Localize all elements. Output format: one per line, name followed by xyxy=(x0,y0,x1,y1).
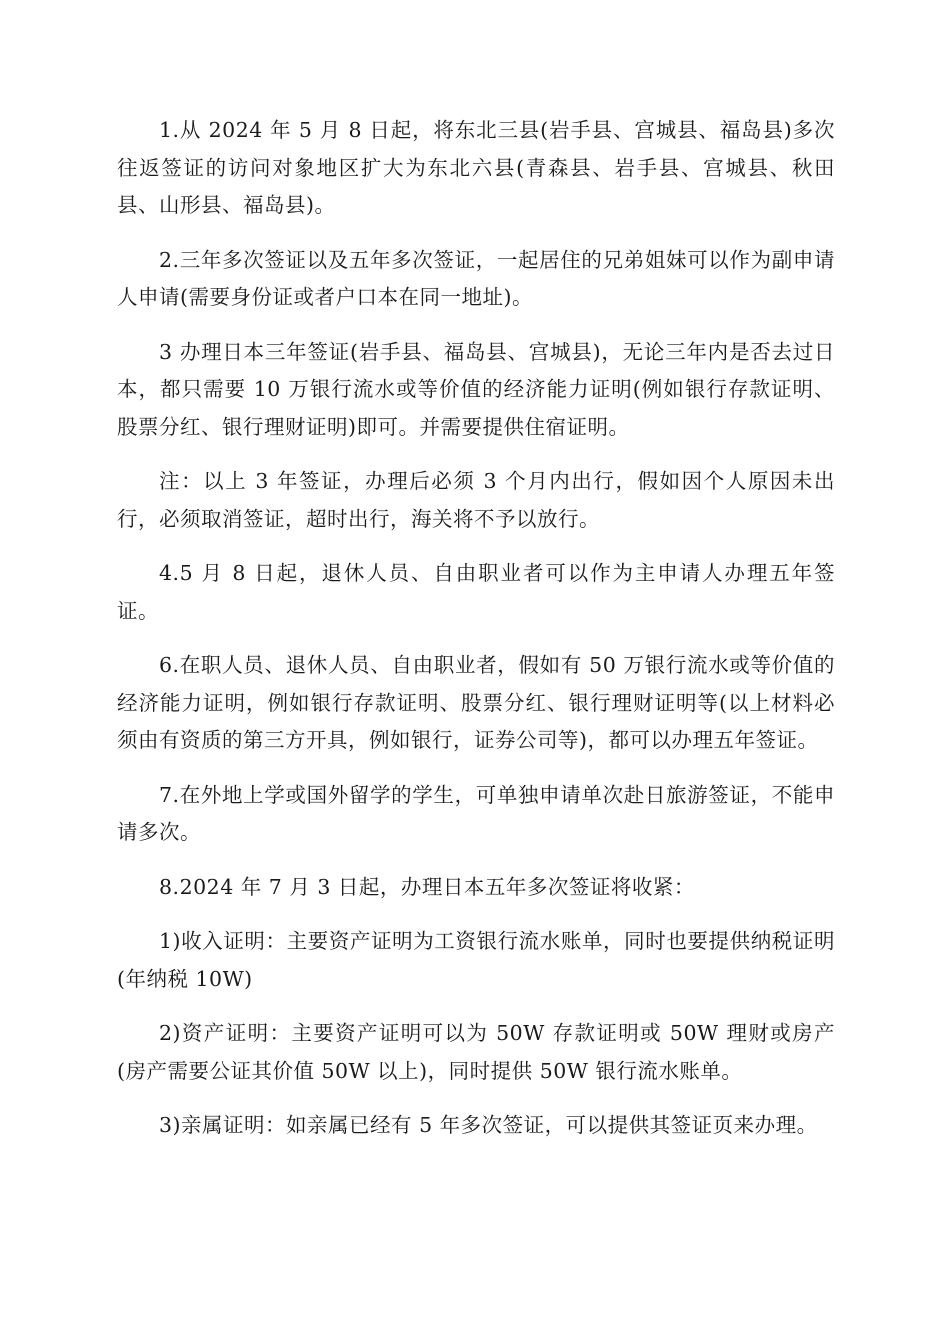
paragraph-subitem-assets: 2)资产证明：主要资产证明可以为 50W 存款证明或 50W 理财或房产(房产需要公证其价值 50W 以上)，同时提供 50W 银行流水账单。 xyxy=(117,1021,835,1083)
paragraph-subitem-income: 1)收入证明：主要资产证明为工资银行流水账单，同时也要提供纳税证明(年纳税 10W) xyxy=(117,929,835,991)
paragraph-subitem-relatives: 3)亲属证明：如亲属已经有 5 年多次签证，可以提供其签证页来办理。 xyxy=(159,1113,818,1137)
paragraph-item-6: 6.在职人员、退休人员、自由职业者，假如有 50 万银行流水或等价值的经济能力证明，例如银行存款证明、股票分红、银行理财证明等(以上材料必须由有资质的第三方开具，例如银行，证券公司等)，都可以办理五年签证。 xyxy=(117,653,835,752)
paragraph-item-3: 3 办理日本三年签证(岩手县、福岛县、宫城县)，无论三年内是否去过日本，都只需要 10 万银行流水或等价值的经济能力证明(例如银行存款证明、股票分红、银行理财证明)即可。并需要提供住宿证明。 xyxy=(117,339,835,439)
paragraph-item-4: 4.5 月 8 日起，退休人员、自由职业者可以作为主申请人办理五年签证。 xyxy=(117,561,835,623)
paragraph-item-2: 2.三年多次签证以及五年多次签证，一起居住的兄弟姐妹可以作为副申请人申请(需要身份证或者户口本在同一地址)。 xyxy=(117,247,835,309)
paragraph-note: 注：以上 3 年签证，办理后必须 3 个月内出行，假如因个人原因未出行，必须取消签证，超时出行，海关将不予以放行。 xyxy=(117,469,835,531)
document-body xyxy=(117,112,835,1162)
paragraph-item-8: 8.2024 年 7 月 3 日起，办理日本五年多次签证将收紧： xyxy=(159,874,695,899)
paragraph-item-7: 7.在外地上学或国外留学的学生，可单独申请单次赴日旅游签证，不能申请多次。 xyxy=(117,782,835,844)
paragraph-item-1: 1.从 2024 年 5 月 8 日起，将东北三县(岩手县、宫城县、福岛县)多次往返签证的访问对象地区扩大为东北六县(青森县、岩手县、宫城县、秋田县、山形县、福岛县)。 xyxy=(117,118,835,217)
